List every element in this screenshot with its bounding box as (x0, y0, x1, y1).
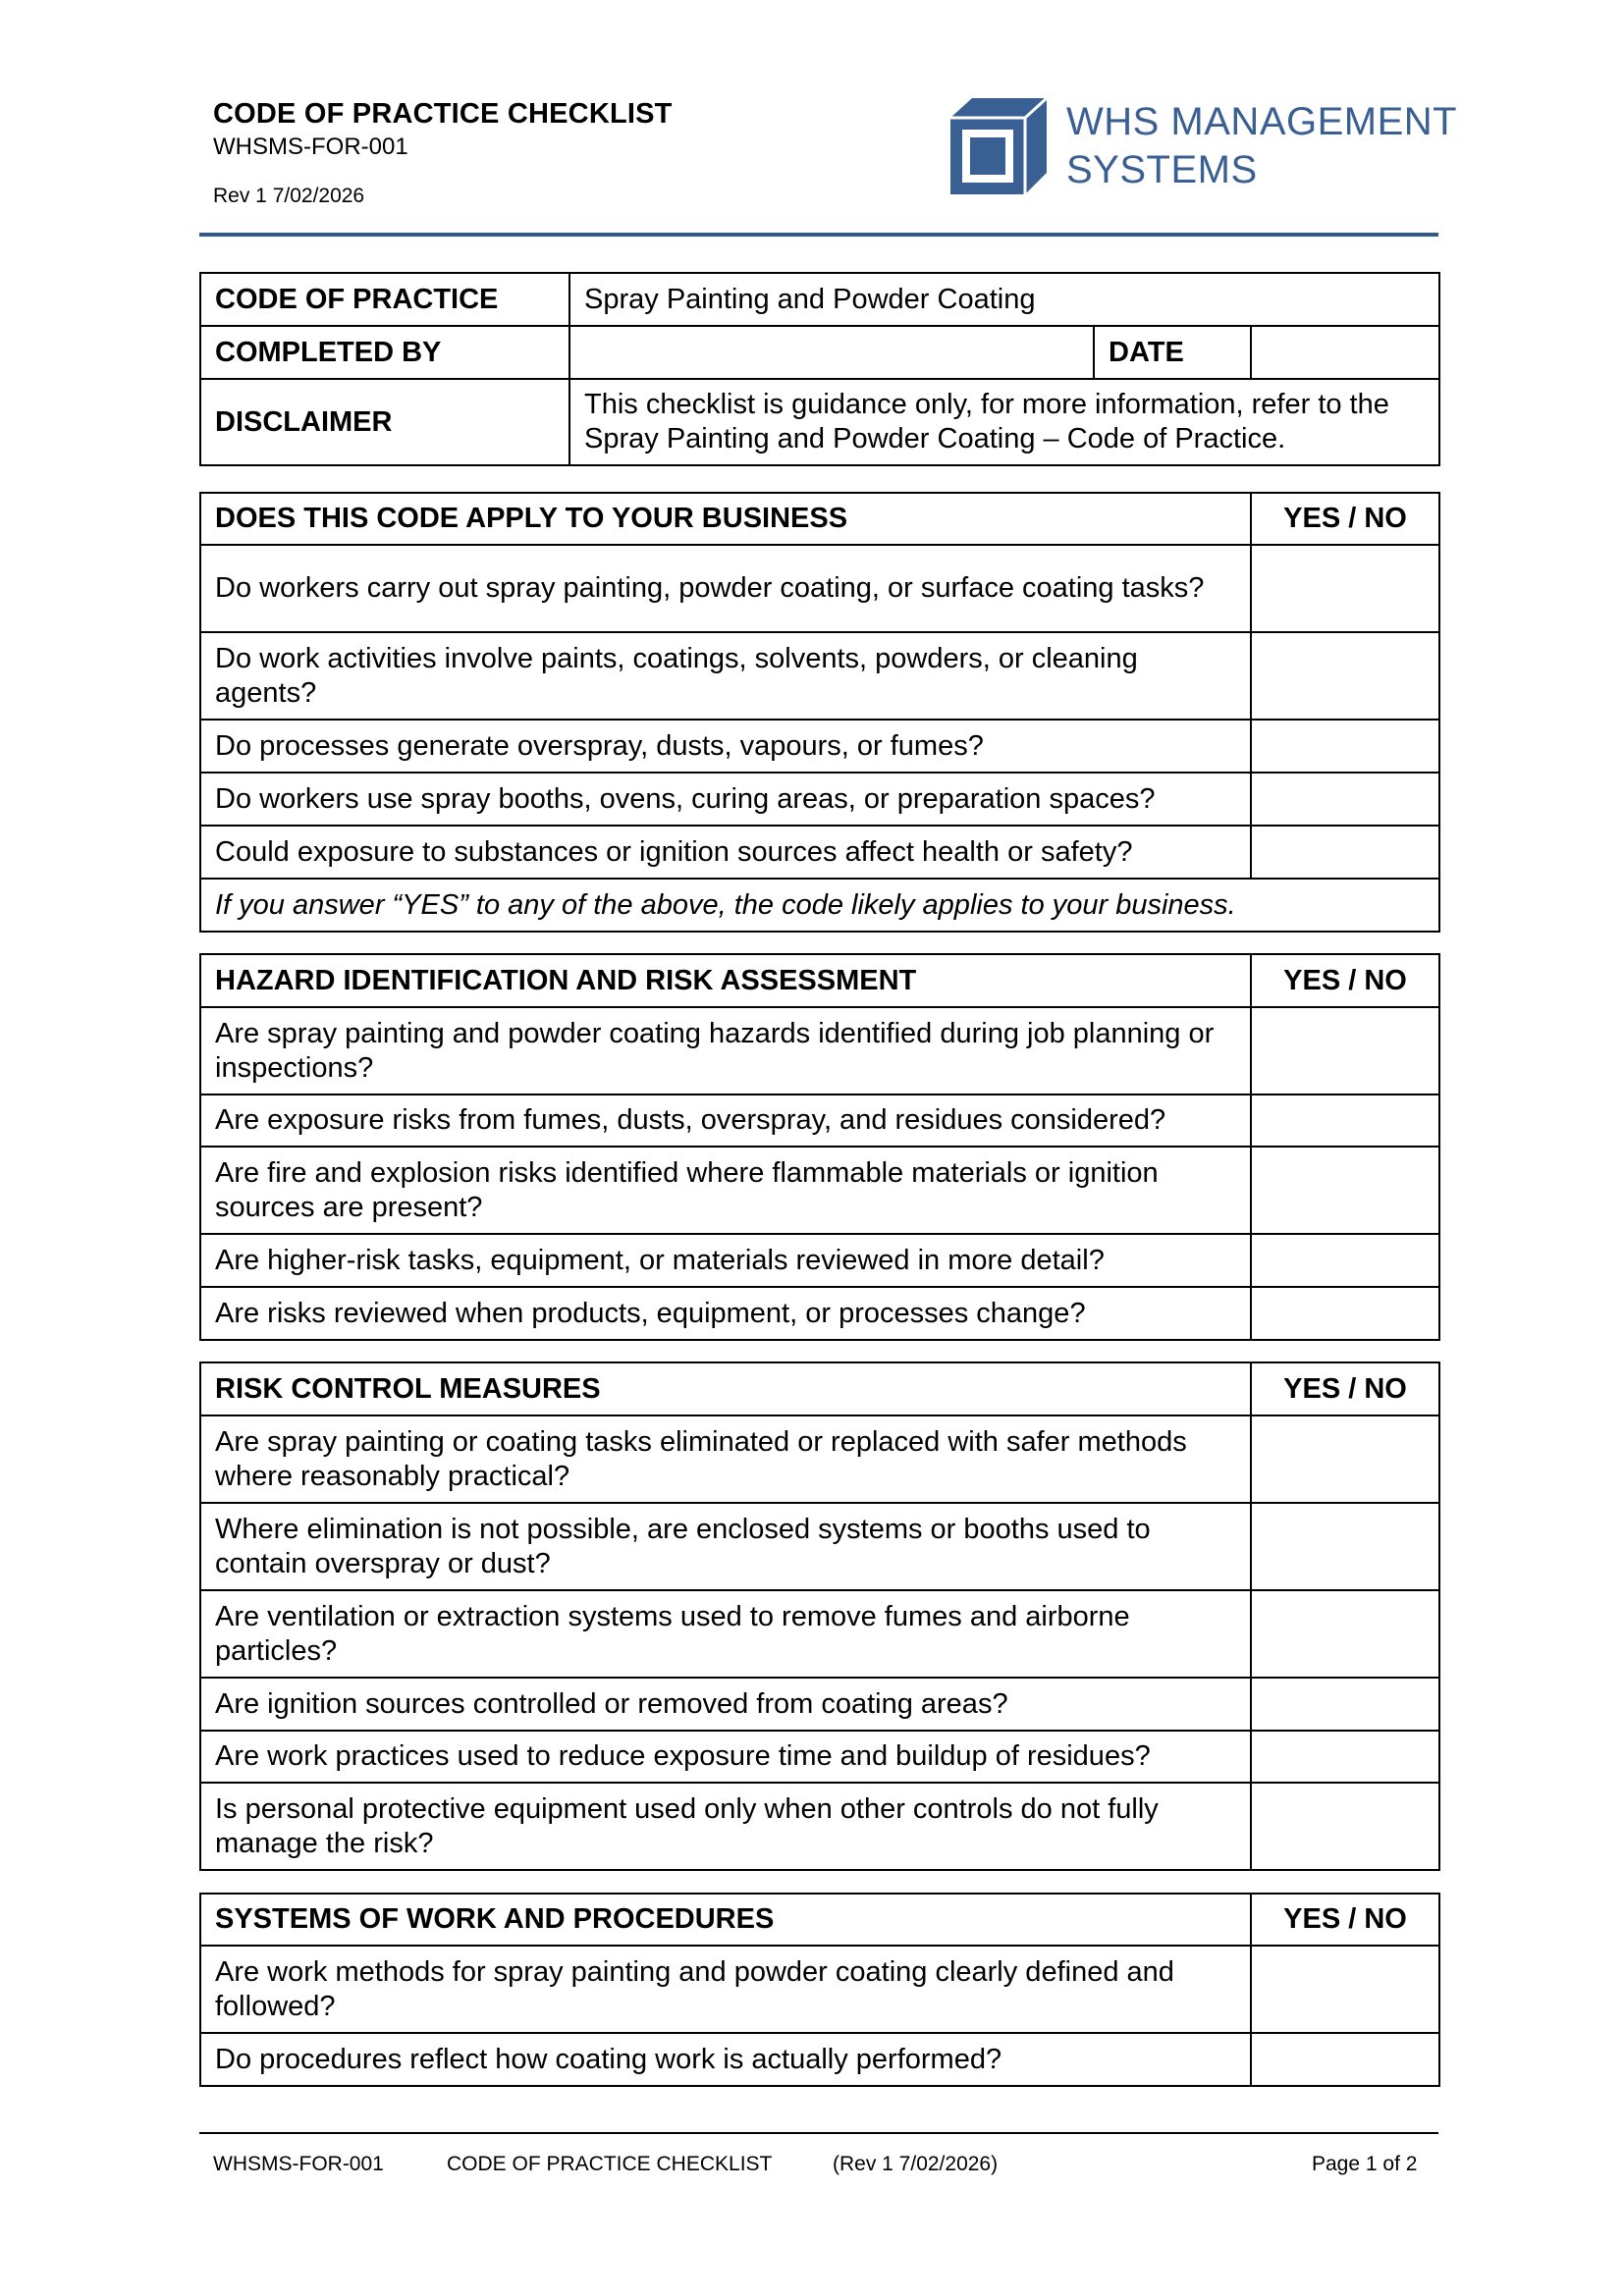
question-row (200, 1731, 1439, 1783)
code-of-practice-value: Spray Painting and Powder Coating (569, 273, 1439, 326)
applicability-note: If you answer “YES” to any of the above, the code likely applies to your business. (200, 879, 1439, 932)
question-row (200, 1503, 1439, 1590)
question-row (200, 1234, 1439, 1287)
yes-no-answer-cell[interactable] (1251, 1287, 1439, 1340)
question-text: Are exposure risks from fumes, dusts, overspray, and residues considered? (200, 1095, 1251, 1147)
question-text: Are ventilation or extraction systems used to remove fumes and airborne particles? (200, 1590, 1251, 1678)
section-header-row (200, 1362, 1439, 1415)
company-logo (947, 94, 1458, 196)
yes-no-answer-cell[interactable] (1251, 1095, 1439, 1147)
company-name-line-2: SYSTEMS (1066, 148, 1258, 191)
yes-no-answer-cell[interactable] (1251, 1678, 1439, 1731)
question-row (200, 720, 1439, 773)
info-table (199, 272, 1440, 466)
question-row (200, 1590, 1439, 1678)
code-of-practice-row (200, 273, 1439, 326)
yes-no-answer-cell[interactable] (1251, 1783, 1439, 1870)
document-revision: Rev 1 7/02/2026 (213, 185, 365, 207)
company-name (1066, 98, 1457, 194)
question-row (200, 1287, 1439, 1340)
question-text: Do procedures reflect how coating work is actually performed? (200, 2033, 1251, 2086)
question-row (200, 2033, 1439, 2086)
completed-by-field[interactable] (569, 326, 1094, 379)
yes-no-answer-cell[interactable] (1251, 1503, 1439, 1590)
footer-revision: (Rev 1 7/02/2026) (833, 2153, 999, 2175)
question-text: Could exposure to substances or ignition sources affect health or safety? (200, 826, 1251, 879)
question-row (200, 1946, 1439, 2033)
question-text: Is personal protective equipment used only when other controls do not fully manage the risk? (200, 1783, 1251, 1870)
completed-by-label: COMPLETED BY (200, 326, 569, 379)
question-text: Are fire and explosion risks identified where flammable materials or ignition sources are present? (200, 1147, 1251, 1234)
question-row (200, 1007, 1439, 1095)
completed-by-row (200, 326, 1439, 379)
section-risk-control (199, 1362, 1440, 1871)
question-text: Are risks reviewed when products, equipment, or processes change? (200, 1287, 1251, 1340)
question-text: Are spray painting or coating tasks eliminated or replaced with safer methods where reasonably practical? (200, 1415, 1251, 1503)
question-text: Are higher-risk tasks, equipment, or materials reviewed in more detail? (200, 1234, 1251, 1287)
footer-divider (199, 2132, 1438, 2134)
footer-page-number: Page 1 of 2 (1312, 2153, 1418, 2175)
disclaimer-text: This checklist is guidance only, for more information, refer to the Spray Painting and Powder Coating – Code of Practice. (569, 379, 1439, 465)
disclaimer-row (200, 379, 1439, 465)
section-header-row (200, 954, 1439, 1007)
question-text: Do work activities involve paints, coatings, solvents, powders, or cleaning agents? (200, 632, 1251, 720)
section-title: RISK CONTROL MEASURES (200, 1362, 1251, 1415)
yes-no-answer-cell[interactable] (1251, 545, 1439, 632)
yes-no-answer-cell[interactable] (1251, 632, 1439, 720)
question-text: Are spray painting and powder coating hazards identified during job planning or inspections? (200, 1007, 1251, 1095)
question-row (200, 1095, 1439, 1147)
yes-no-answer-cell[interactable] (1251, 720, 1439, 773)
yes-no-answer-cell[interactable] (1251, 773, 1439, 826)
yes-no-answer-cell[interactable] (1251, 1007, 1439, 1095)
question-row (200, 826, 1439, 879)
section-hazard-identification (199, 953, 1440, 1341)
footer-document-code: WHSMS-FOR-001 (213, 2153, 384, 2175)
yes-no-answer-cell[interactable] (1251, 2033, 1439, 2086)
yes-no-answer-cell[interactable] (1251, 1234, 1439, 1287)
section-systems-of-work (199, 1893, 1440, 2087)
question-row (200, 545, 1439, 632)
disclaimer-label: DISCLAIMER (200, 379, 569, 465)
applicability-note-row (200, 879, 1439, 932)
document-code: WHSMS-FOR-001 (213, 133, 408, 160)
date-field[interactable] (1251, 326, 1439, 379)
question-row (200, 1783, 1439, 1870)
section-header-row (200, 1894, 1439, 1946)
date-label: DATE (1094, 326, 1251, 379)
section-title: SYSTEMS OF WORK AND PROCEDURES (200, 1894, 1251, 1946)
yes-no-answer-cell[interactable] (1251, 1147, 1439, 1234)
yes-no-answer-cell[interactable] (1251, 1590, 1439, 1678)
yes-no-answer-cell[interactable] (1251, 826, 1439, 879)
question-row (200, 632, 1439, 720)
yes-no-header: YES / NO (1251, 954, 1439, 1007)
yes-no-answer-cell[interactable] (1251, 1946, 1439, 2033)
question-text: Do processes generate overspray, dusts, vapours, or fumes? (200, 720, 1251, 773)
company-name-line-1: WHS MANAGEMENT (1066, 100, 1458, 143)
question-text: Are work practices used to reduce exposure time and buildup of residues? (200, 1731, 1251, 1783)
section-title: DOES THIS CODE APPLY TO YOUR BUSINESS (200, 493, 1251, 545)
question-row (200, 773, 1439, 826)
footer-document-title: CODE OF PRACTICE CHECKLIST (447, 2153, 773, 2175)
yes-no-answer-cell[interactable] (1251, 1731, 1439, 1783)
yes-no-header: YES / NO (1251, 493, 1439, 545)
question-text: Do workers use spray booths, ovens, curing areas, or preparation spaces? (200, 773, 1251, 826)
question-row (200, 1678, 1439, 1731)
question-text: Are work methods for spray painting and powder coating clearly defined and followed? (200, 1946, 1251, 2033)
question-text: Are ignition sources controlled or removed from coating areas? (200, 1678, 1251, 1731)
section-header-row (200, 493, 1439, 545)
document-title: CODE OF PRACTICE CHECKLIST (213, 98, 673, 130)
yes-no-answer-cell[interactable] (1251, 1415, 1439, 1503)
question-row (200, 1147, 1439, 1234)
question-row (200, 1415, 1439, 1503)
yes-no-header: YES / NO (1251, 1894, 1439, 1946)
yes-no-header: YES / NO (1251, 1362, 1439, 1415)
header-divider (199, 233, 1438, 237)
section-title: HAZARD IDENTIFICATION AND RISK ASSESSMENT (200, 954, 1251, 1007)
section-applicability (199, 492, 1440, 933)
code-of-practice-label: CODE OF PRACTICE (200, 273, 569, 326)
cube-logo-icon (947, 94, 1049, 196)
question-text: Where elimination is not possible, are enclosed systems or booths used to contain overspray or dust? (200, 1503, 1251, 1590)
question-text: Do workers carry out spray painting, powder coating, or surface coating tasks? (200, 545, 1251, 632)
